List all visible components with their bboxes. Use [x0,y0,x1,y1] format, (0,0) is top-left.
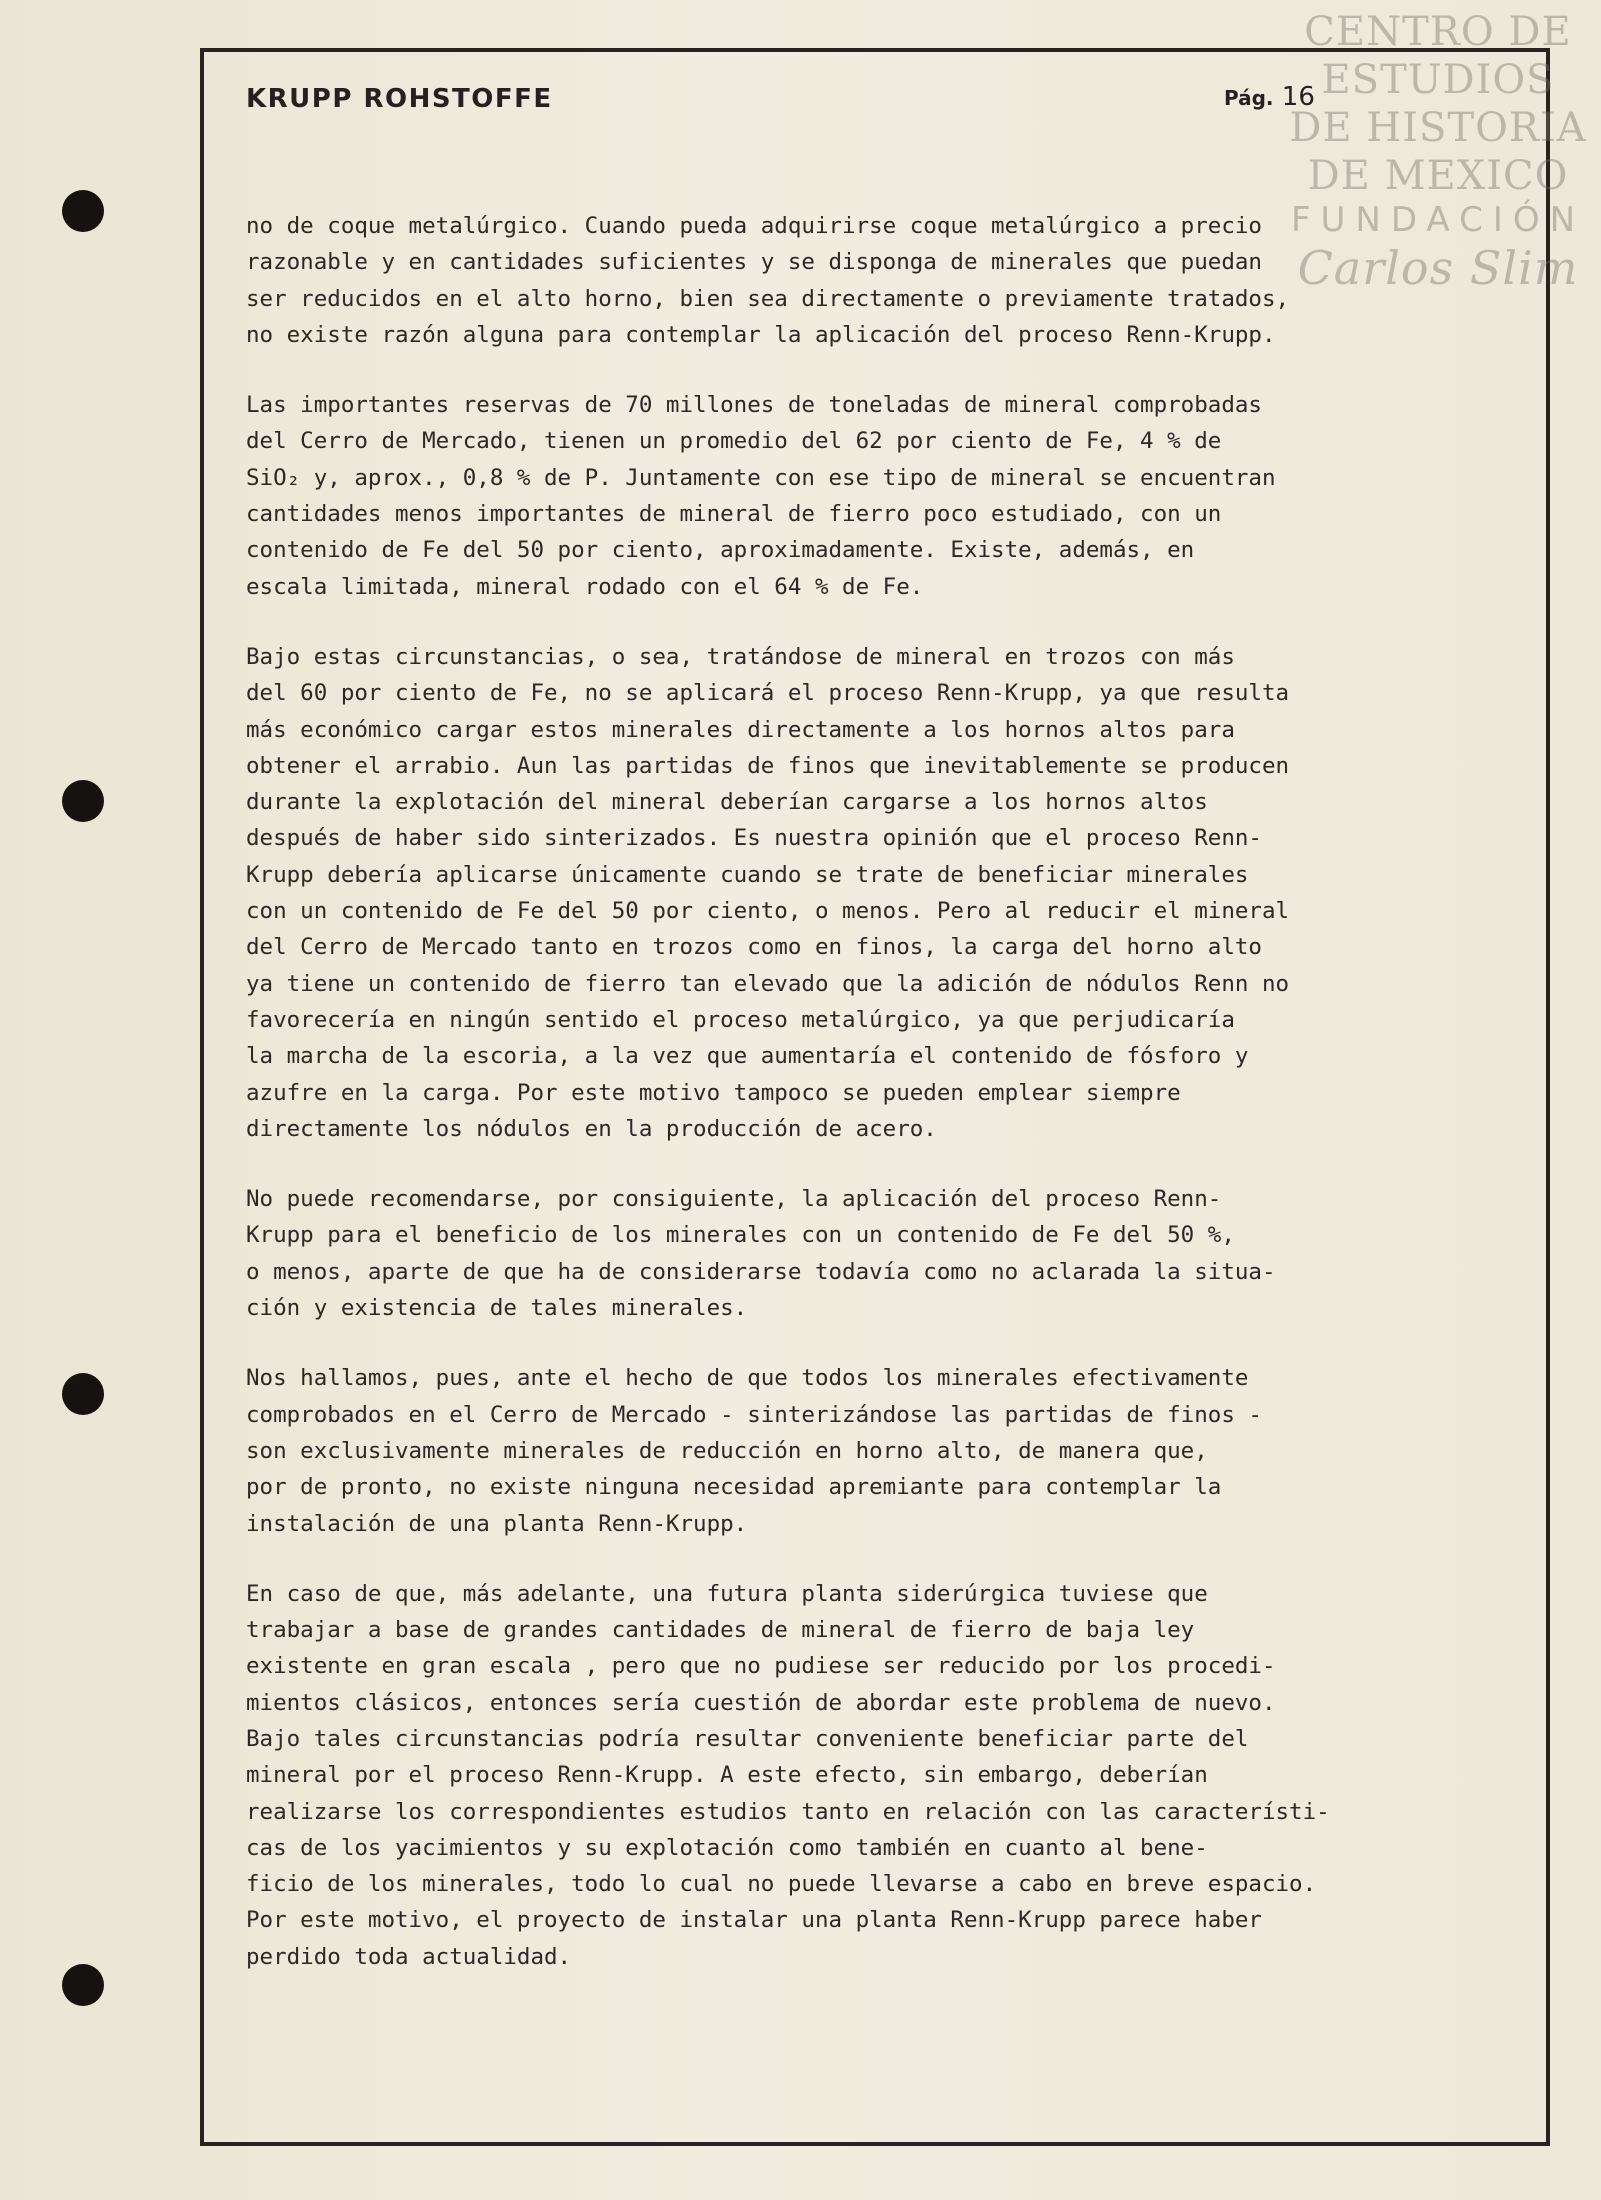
binder-hole [62,1964,104,2006]
text-line: existente en gran escala , pero que no pudiese ser reducido por los procedi- [246,1653,1276,1680]
text-line: la marcha de la escoria, a la vez que aumentaría el contenido de fósforo y [246,1043,1249,1070]
text-line: del 60 por ciento de Fe, no se aplicará el proceso Renn-Krupp, ya que resulta [246,680,1290,707]
body-paragraph [246,387,1546,605]
text-line: por de pronto, no existe ninguna necesidad apremiante para contemplar la [246,1474,1222,1501]
binder-hole [62,190,104,232]
text-line: favorecería en ningún sentido el proceso metalúrgico, ya que perjudicaría [246,1006,1235,1033]
text-line: del Cerro de Mercado, tienen un promedio del 62 por ciento de Fe, 4 % de [246,428,1222,455]
text-line: ción y existencia de tales minerales. [246,1295,748,1322]
company-header: KRUPP ROHSTOFFE [246,84,553,114]
text-line: Krupp para el beneficio de los minerales con un contenido de Fe del 50 %, [246,1222,1235,1249]
watermark-line: ESTUDIOS [1321,57,1555,103]
text-line: comprobados en el Cerro de Mercado - sinterizándose las partidas de finos - [246,1401,1262,1428]
text-line: durante la explotación del mineral deberían cargarse a los hornos altos [246,789,1208,816]
text-line: del Cerro de Mercado tanto en trozos como en finos, la carga del horno alto [246,934,1262,961]
text-line: contenido de Fe del 50 por ciento, aproximadamente. Existe, además, en [246,537,1195,564]
text-line: ya tiene un contenido de fierro tan elevado que la adición de nódulos Renn no [246,970,1290,997]
text-line: instalación de una planta Renn-Krupp. [246,1510,748,1537]
text-line: más económico cargar estos minerales directamente a los hornos altos para [246,716,1235,743]
watermark-line: DE MEXICO [1307,153,1569,199]
text-line: SiO₂ y, aprox., 0,8 % de P. Juntamente con ese tipo de mineral se encuentran [246,464,1276,491]
text-line: realizarse los correspondientes estudios tanto en relación con las característi- [246,1798,1330,1825]
text-line: razonable y en cantidades suficientes y se disponga de minerales que puedan [246,249,1262,276]
text-line: escala limitada, mineral rodado con el 64 % de Fe. [246,573,924,600]
watermark-line: CENTRO DE [1304,9,1572,55]
text-line: Bajo tales circunstancias podría resultar conveniente beneficiar parte del [246,1725,1249,1752]
text-line: ficio de los minerales, todo lo cual no puede llevarse a cabo en breve espacio. [246,1871,1317,1898]
text-line: En caso de que, más adelante, una futura planta siderúrgica tuviese que [246,1580,1208,1607]
watermark-line: DE HISTORIA [1289,105,1587,151]
text-line: perdido toda actualidad. [246,1943,572,1970]
watermark-signature: Carlos Slim [1297,241,1579,295]
document-body [246,208,1546,2009]
text-line: No puede recomendarse, por consiguiente, la aplicación del proceso Renn- [246,1186,1222,1213]
page-number-value: 16 [1281,82,1315,112]
body-paragraph [246,639,1546,1147]
watermark-line: FUNDACIÓN [1290,200,1586,240]
text-line: Bajo estas circunstancias, o sea, tratándose de mineral en trozos con más [246,643,1235,670]
text-line: después de haber sido sinterizados. Es nuestra opinión que el proceso Renn- [246,825,1262,852]
text-line: ser reducidos en el alto horno, bien sea directamente o previamente tratados, [246,285,1290,312]
text-line: cas de los yacimientos y su explotación como también en cuanto al bene- [246,1834,1208,1861]
text-line: son exclusivamente minerales de reducción en horno alto, de manera que, [246,1437,1208,1464]
text-line: Nos hallamos, pues, ante el hecho de que todos los minerales efectivamente [246,1365,1249,1392]
body-paragraph [246,1360,1546,1541]
text-line: mientos clásicos, entonces sería cuestión de abordar este problema de nuevo. [246,1689,1276,1716]
text-line: Por este motivo, el proyecto de instalar una planta Renn-Krupp parece haber [246,1907,1262,1934]
text-line: cantidades menos importantes de mineral de fierro poco estudiado, con un [246,501,1222,528]
body-paragraph [246,1181,1546,1326]
body-paragraph [246,208,1546,353]
binder-hole [62,1373,104,1415]
text-line: con un contenido de Fe del 50 por ciento, o menos. Pero al reducir el mineral [246,898,1290,925]
binder-hole [62,780,104,822]
text-line: Krupp debería aplicarse únicamente cuando se trate de beneficiar minerales [246,861,1249,888]
text-line: Las importantes reservas de 70 millones de toneladas de mineral comprobadas [246,392,1262,419]
page-label: Pág. [1224,86,1274,110]
text-line: directamente los nódulos en la producción de acero. [246,1115,937,1142]
text-line: mineral por el proceso Renn-Krupp. A este efecto, sin embargo, deberían [246,1762,1208,1789]
body-paragraph [246,1576,1546,1975]
text-line: azufre en la carga. Por este motivo tampoco se pueden emplear siempre [246,1079,1181,1106]
text-line: no de coque metalúrgico. Cuando pueda adquirirse coque metalúrgico a precio [246,213,1262,239]
text-line: o menos, aparte de que ha de considerarse todavía como no aclarada la situa- [246,1258,1276,1285]
text-line: trabajar a base de grandes cantidades de mineral de fierro de baja ley [246,1617,1195,1644]
text-line: obtener el arrabio. Aun las partidas de finos que inevitablemente se producen [246,752,1290,779]
text-line: no existe razón alguna para contemplar la aplicación del proceso Renn-Krupp. [246,321,1276,348]
